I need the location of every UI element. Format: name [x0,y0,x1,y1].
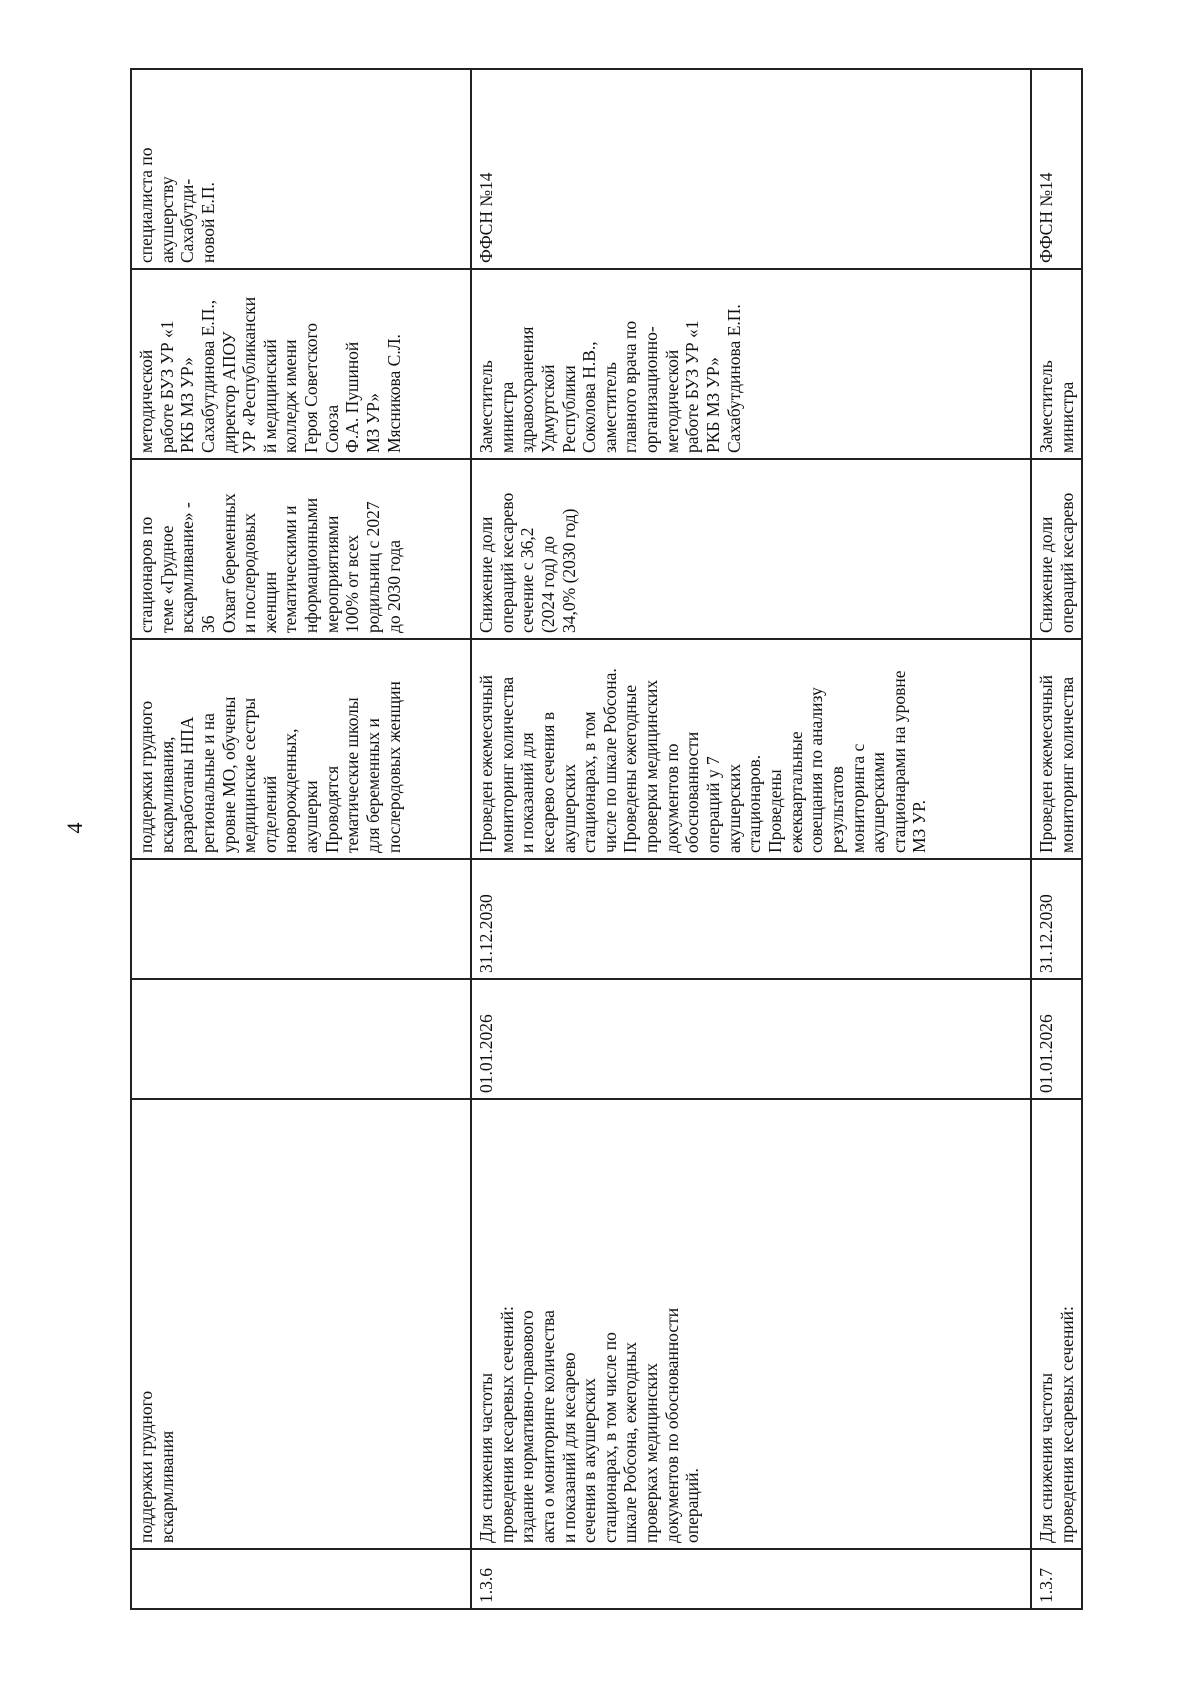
cell-number: 1.3.6 [471,1549,1031,1609]
cell-start-date: 01.01.2026 [1031,979,1082,1099]
cell-indicator: стационаров по теме «Грудное вскармливание» - 36 Охват беременных и послеродовых женщин тематическими и нформационными мероприятиями 100% от всех родильниц с 2027 до 2030 года [131,459,471,639]
cell-start-date [131,979,471,1099]
cell-responsible: методической работе БУЗ УР «1 РКБ МЗ УР» Сахабутдинова Е.П., директор АПОУ УР «Республикански й медицинский колледж имени Героя Советского Союза Ф.А. Пушиной МЗ УР» Мясникова С.Л. [131,269,471,459]
cell-responsible: Заместитель министра здравоохранения Удмуртской Республики Соколова Н.В., заместитель главного врача по организационно- методической работе БУЗ УР «1 РКБ МЗ УР» Сахабутдинова Е.П. [471,269,1031,459]
cell-end-date: 31.12.2030 [1031,859,1082,979]
table-row [1031,69,1082,1609]
cell-result: Проведен ежемесячный мониторинг количества [1031,639,1082,859]
cell-measure-name: Для снижения частоты проведения кесаревых сечений: издание нормативно-правового акта о мониторинге количества и показаний для кесарево сечения в акушерских стационарах, в том числе по шкале Робсона, ежегодных проверках медицинских документов по обоснованности операций. [471,1099,1031,1549]
cell-indicator: Снижение доли операций кесарево сечение с 36,2 (2024 год) до 34,0% (2030 год) [471,459,1031,639]
table-row [471,69,1031,1609]
cell-end-date: 31.12.2030 [471,859,1031,979]
cell-responsible: Заместитель министра [1031,269,1082,459]
page-number: 4 [62,822,87,834]
cell-number [131,1549,471,1609]
cell-measure-name: поддержки грудного вскармливания [131,1099,471,1549]
cell-report: специалиста по акушерству Сахабутди- новой Е.П. [131,69,471,269]
measures-table [130,68,1083,1610]
cell-number: 1.3.7 [1031,1549,1082,1609]
cell-end-date [131,859,471,979]
cell-result: поддержки грудного вскармливания, разработаны НПА региональные и на уровне МО, обучены медицинские сестры отделений новорожденных, акушерки Проводятся тематические школы для беременных и послеродовых женщин [131,639,471,859]
cell-report: ФФСН №14 [1031,69,1082,269]
cell-report: ФФСН №14 [471,69,1031,269]
cell-result: Проведен ежемесячный мониторинг количества и показаний для кесарево сечения в акушерских стационарах, в том числе по шкале Робсона. Проведены ежегодные проверки медицинских документов по обоснованности операций у 7 акушерских стационаров. Проведены ежеквартальные совещания по анализу результатов мониторинга с акушерскими стационарами на уровне МЗ УР. [471,639,1031,859]
cell-indicator: Снижение доли операций кесарево [1031,459,1082,639]
cell-measure-name: Для снижения частоты проведения кесаревых сечений: [1031,1099,1082,1549]
table-row [131,69,471,1609]
cell-start-date: 01.01.2026 [471,979,1031,1099]
rotated-table-container [130,70,1080,1610]
